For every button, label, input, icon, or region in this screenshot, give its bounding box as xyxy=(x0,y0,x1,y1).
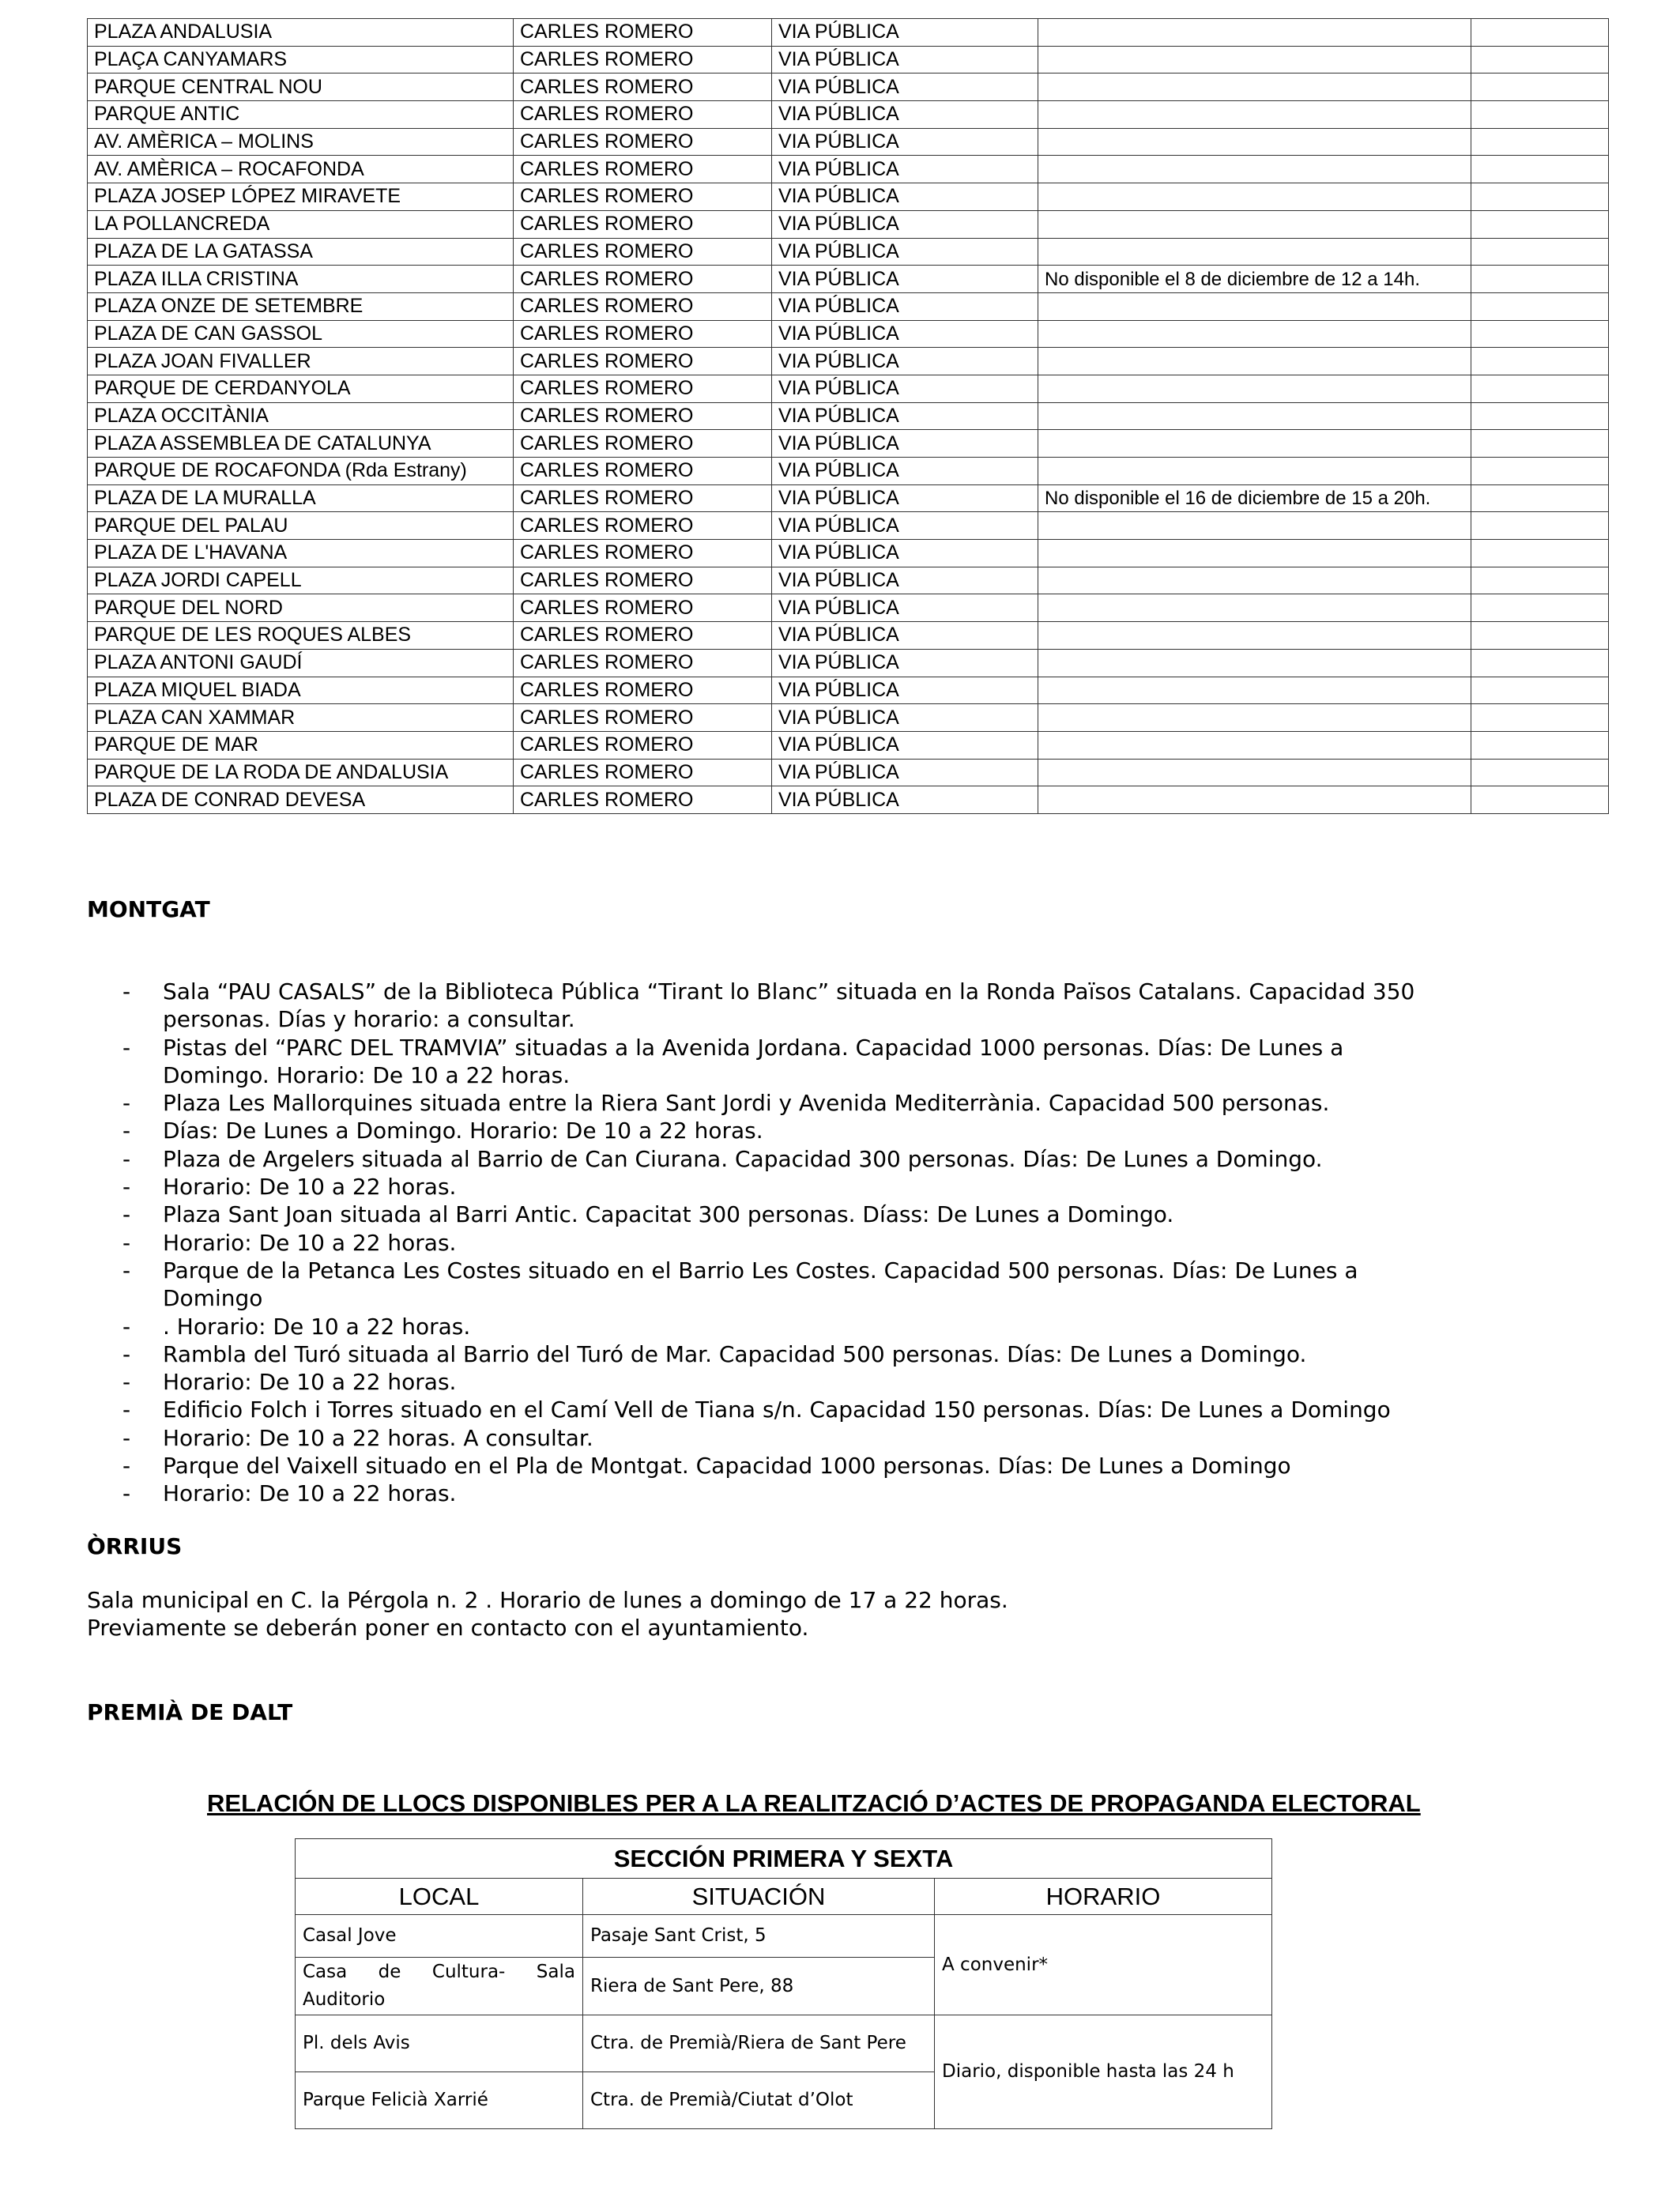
table-row xyxy=(88,266,1609,293)
list-item-line: Parque de la Petanca Les Costes situado en el Barrio Les Costes. Capacidad 500 personas. Días: De Lunes a xyxy=(163,1257,1358,1284)
table-row xyxy=(88,649,1609,677)
list-item xyxy=(122,1452,1537,1480)
type-cell: VIA PÚBLICA xyxy=(772,458,1038,485)
extra-cell xyxy=(1471,567,1609,594)
note-cell xyxy=(1038,594,1471,622)
list-item-line: Plaza Sant Joan situada al Barri Antic. Capacitat 300 personas. Díass: De Lunes a Domingo. xyxy=(163,1201,1174,1228)
venue-cell: PLAZA ILLA CRISTINA xyxy=(88,266,514,293)
list-item-line: Parque del Vaixell situado en el Pla de Montgat. Capacidad 1000 personas. Días: De Lunes a Domingo xyxy=(163,1453,1291,1480)
venue-cell: PARQUE DEL PALAU xyxy=(88,512,514,540)
bullet-dash: - xyxy=(122,1480,131,1507)
montgat-heading: MONTGAT xyxy=(87,896,210,922)
note-cell xyxy=(1038,101,1471,129)
venue-cell: PARQUE DE CERDANYOLA xyxy=(88,375,514,402)
bullet-dash: - xyxy=(122,1034,131,1061)
type-cell: VIA PÚBLICA xyxy=(772,74,1038,101)
organizer-cell: CARLES ROMERO xyxy=(514,458,772,485)
type-cell: VIA PÚBLICA xyxy=(772,128,1038,156)
extra-cell xyxy=(1471,128,1609,156)
extra-cell xyxy=(1471,594,1609,622)
table-row xyxy=(88,704,1609,732)
venue-cell: LA POLLANCREDA xyxy=(88,210,514,238)
bullet-dash: - xyxy=(122,1313,131,1340)
venue-cell: PARQUE DE MAR xyxy=(88,731,514,759)
list-item xyxy=(122,1368,1537,1396)
type-cell: VIA PÚBLICA xyxy=(772,156,1038,183)
note-cell xyxy=(1038,622,1471,650)
organizer-cell: CARLES ROMERO xyxy=(514,786,772,814)
table-row xyxy=(88,540,1609,567)
extra-cell xyxy=(1471,512,1609,540)
table-row xyxy=(88,292,1609,320)
extra-cell xyxy=(1471,210,1609,238)
table-row xyxy=(88,19,1609,47)
bullet-dash: - xyxy=(122,1174,131,1201)
local-cell: Parque Felicià Xarrié xyxy=(296,2072,583,2129)
situacion-cell: Pasaje Sant Crist, 5 xyxy=(583,1915,935,1958)
situacion-cell: Ctra. de Premià/Ciutat d’Olot xyxy=(583,2072,935,2129)
premia-venues-table xyxy=(295,1838,1272,2129)
orrius-heading: ÒRRIUS xyxy=(87,1533,183,1559)
local-cell: Pl. dels Avis xyxy=(296,2015,583,2072)
venues-table-body xyxy=(88,19,1609,814)
orrius-line: Previamente se deberán poner en contacto con el ayuntamiento. xyxy=(87,1615,809,1642)
type-cell: VIA PÚBLICA xyxy=(772,484,1038,512)
note-cell xyxy=(1038,540,1471,567)
list-item xyxy=(122,1340,1537,1368)
table-row xyxy=(88,430,1609,458)
organizer-cell: CARLES ROMERO xyxy=(514,540,772,567)
type-cell: VIA PÚBLICA xyxy=(772,731,1038,759)
list-item xyxy=(122,1145,1537,1173)
extra-cell xyxy=(1471,458,1609,485)
organizer-cell: CARLES ROMERO xyxy=(514,101,772,129)
organizer-cell: CARLES ROMERO xyxy=(514,46,772,74)
orrius-line: Sala municipal en C. la Pérgola n. 2 . Horario de lunes a domingo de 17 a 22 horas. xyxy=(87,1587,1008,1613)
venue-cell: PARQUE DE LA RODA DE ANDALUSIA xyxy=(88,759,514,786)
list-item xyxy=(122,1257,1537,1313)
note-cell xyxy=(1038,128,1471,156)
organizer-cell: CARLES ROMERO xyxy=(514,622,772,650)
type-cell: VIA PÚBLICA xyxy=(772,375,1038,402)
note-cell xyxy=(1038,786,1471,814)
bullet-dash: - xyxy=(122,1090,131,1117)
venue-cell: AV. AMÈRICA – ROCAFONDA xyxy=(88,156,514,183)
extra-cell xyxy=(1471,786,1609,814)
premia-heading: PREMIÀ DE DALT xyxy=(87,1699,293,1725)
table-row xyxy=(88,128,1609,156)
list-item-line: Horario: De 10 a 22 horas. xyxy=(163,1480,457,1507)
note-cell xyxy=(1038,375,1471,402)
organizer-cell: CARLES ROMERO xyxy=(514,567,772,594)
venue-cell: PARQUE DE LES ROQUES ALBES xyxy=(88,622,514,650)
note-cell xyxy=(1038,677,1471,704)
list-item xyxy=(122,1117,1537,1144)
organizer-cell: CARLES ROMERO xyxy=(514,238,772,266)
type-cell: VIA PÚBLICA xyxy=(772,786,1038,814)
horario-cell: A convenir* xyxy=(935,1915,1272,2015)
extra-cell xyxy=(1471,430,1609,458)
organizer-cell: CARLES ROMERO xyxy=(514,375,772,402)
table-row xyxy=(88,567,1609,594)
list-item xyxy=(122,1396,1537,1423)
venue-cell: PLAZA OCCITÀNIA xyxy=(88,402,514,430)
header-horario: HORARIO xyxy=(935,1879,1272,1915)
table-row xyxy=(88,759,1609,786)
venue-cell: PLAZA ONZE DE SETEMBRE xyxy=(88,292,514,320)
table-row xyxy=(88,458,1609,485)
note-cell xyxy=(1038,210,1471,238)
note-cell xyxy=(1038,320,1471,348)
organizer-cell: CARLES ROMERO xyxy=(514,320,772,348)
list-item xyxy=(122,1480,1537,1507)
note-cell xyxy=(1038,402,1471,430)
note-cell: No disponible el 16 de diciembre de 15 a 20h. xyxy=(1038,484,1471,512)
note-cell xyxy=(1038,759,1471,786)
type-cell: VIA PÚBLICA xyxy=(772,183,1038,211)
table-row xyxy=(88,183,1609,211)
organizer-cell: CARLES ROMERO xyxy=(514,210,772,238)
bullet-dash: - xyxy=(122,1340,131,1367)
bullet-dash: - xyxy=(122,978,131,1005)
extra-cell xyxy=(1471,704,1609,732)
bullet-dash: - xyxy=(122,1118,131,1144)
bullet-dash: - xyxy=(122,1397,131,1423)
header-row xyxy=(296,1879,1272,1915)
table-row xyxy=(88,375,1609,402)
note-cell xyxy=(1038,649,1471,677)
extra-cell xyxy=(1471,183,1609,211)
type-cell: VIA PÚBLICA xyxy=(772,210,1038,238)
extra-cell xyxy=(1471,622,1609,650)
note-cell xyxy=(1038,458,1471,485)
orrius-text xyxy=(87,1586,1588,1642)
bullet-dash: - xyxy=(122,1145,131,1172)
organizer-cell: CARLES ROMERO xyxy=(514,759,772,786)
header-situacion: SITUACIÓN xyxy=(583,1879,935,1915)
venue-cell: PLAZA MIQUEL BIADA xyxy=(88,677,514,704)
extra-cell xyxy=(1471,19,1609,47)
note-cell: No disponible el 8 de diciembre de 12 a 14h. xyxy=(1038,266,1471,293)
extra-cell xyxy=(1471,266,1609,293)
note-cell xyxy=(1038,430,1471,458)
table-row xyxy=(88,101,1609,129)
venue-cell: PLAZA DE LA GATASSA xyxy=(88,238,514,266)
bullet-dash: - xyxy=(122,1229,131,1256)
venue-cell: PLAZA JOSEP LÓPEZ MIRAVETE xyxy=(88,183,514,211)
type-cell: VIA PÚBLICA xyxy=(772,512,1038,540)
header-local: LOCAL xyxy=(296,1879,583,1915)
organizer-cell: CARLES ROMERO xyxy=(514,594,772,622)
table-row xyxy=(296,2015,1272,2072)
local-line: Casa de Cultura- Sala xyxy=(303,1962,575,1982)
type-cell: VIA PÚBLICA xyxy=(772,348,1038,375)
table-row xyxy=(88,677,1609,704)
venue-cell: PLAZA ANDALUSIA xyxy=(88,19,514,47)
note-cell xyxy=(1038,731,1471,759)
table-row xyxy=(88,210,1609,238)
list-item-line: Horario: De 10 a 22 horas. A consultar. xyxy=(163,1424,593,1451)
extra-cell xyxy=(1471,677,1609,704)
extra-cell xyxy=(1471,649,1609,677)
type-cell: VIA PÚBLICA xyxy=(772,46,1038,74)
table-row xyxy=(88,512,1609,540)
table-row xyxy=(88,320,1609,348)
list-item xyxy=(122,1201,1537,1228)
organizer-cell: CARLES ROMERO xyxy=(514,731,772,759)
list-item xyxy=(122,1229,1537,1257)
type-cell: VIA PÚBLICA xyxy=(772,540,1038,567)
organizer-cell: CARLES ROMERO xyxy=(514,74,772,101)
venue-cell: PARQUE ANTIC xyxy=(88,101,514,129)
local-line: Auditorio xyxy=(303,1989,386,2010)
organizer-cell: CARLES ROMERO xyxy=(514,677,772,704)
note-cell xyxy=(1038,512,1471,540)
list-item xyxy=(122,978,1537,1034)
list-item-line: Días: De Lunes a Domingo. Horario: De 10 a 22 horas. xyxy=(163,1118,763,1144)
type-cell: VIA PÚBLICA xyxy=(772,567,1038,594)
venue-cell: PLAZA ASSEMBLEA DE CATALUNYA xyxy=(88,430,514,458)
venue-cell: PARQUE DE ROCAFONDA (Rda Estrany) xyxy=(88,458,514,485)
venue-cell: PLAZA DE CONRAD DEVESA xyxy=(88,786,514,814)
note-cell xyxy=(1038,46,1471,74)
bullet-dash: - xyxy=(122,1201,131,1228)
note-cell xyxy=(1038,567,1471,594)
situacion-cell: Ctra. de Premià/Riera de Sant Pere xyxy=(583,2015,935,2072)
organizer-cell: CARLES ROMERO xyxy=(514,19,772,47)
type-cell: VIA PÚBLICA xyxy=(772,292,1038,320)
extra-cell xyxy=(1471,292,1609,320)
local-cell: Casal Jove xyxy=(296,1915,583,1958)
table-row xyxy=(296,1915,1272,1958)
situacion-cell: Riera de Sant Pere, 88 xyxy=(583,1958,935,2015)
organizer-cell: CARLES ROMERO xyxy=(514,266,772,293)
montgat-list xyxy=(122,978,1537,1508)
venue-cell: PLAZA JORDI CAPELL xyxy=(88,567,514,594)
type-cell: VIA PÚBLICA xyxy=(772,402,1038,430)
organizer-cell: CARLES ROMERO xyxy=(514,512,772,540)
table-row xyxy=(88,484,1609,512)
organizer-cell: CARLES ROMERO xyxy=(514,704,772,732)
note-cell xyxy=(1038,183,1471,211)
note-cell xyxy=(1038,156,1471,183)
type-cell: VIA PÚBLICA xyxy=(772,320,1038,348)
table-row xyxy=(88,46,1609,74)
list-item xyxy=(122,1313,1537,1340)
extra-cell xyxy=(1471,320,1609,348)
note-cell xyxy=(1038,292,1471,320)
type-cell: VIA PÚBLICA xyxy=(772,266,1038,293)
type-cell: VIA PÚBLICA xyxy=(772,704,1038,732)
extra-cell xyxy=(1471,348,1609,375)
table-row xyxy=(88,731,1609,759)
list-item-line: Plaza de Argelers situada al Barrio de Can Ciurana. Capacidad 300 personas. Días: De Lunes a Domingo. xyxy=(163,1145,1323,1172)
list-item xyxy=(122,1034,1537,1090)
venue-cell: PARQUE DEL NORD xyxy=(88,594,514,622)
bullet-dash: - xyxy=(122,1453,131,1480)
section-title: SECCIÓN PRIMERA Y SEXTA xyxy=(296,1839,1272,1879)
list-item-line: . Horario: De 10 a 22 horas. xyxy=(163,1313,471,1340)
extra-cell xyxy=(1471,402,1609,430)
venue-cell: PLAZA ANTONI GAUDÍ xyxy=(88,649,514,677)
extra-cell xyxy=(1471,375,1609,402)
venue-cell: PLAÇA CANYAMARS xyxy=(88,46,514,74)
bullet-dash: - xyxy=(122,1424,131,1451)
table-row xyxy=(88,156,1609,183)
type-cell: VIA PÚBLICA xyxy=(772,430,1038,458)
type-cell: VIA PÚBLICA xyxy=(772,238,1038,266)
list-item-line: Domingo. Horario: De 10 a 22 horas. xyxy=(163,1061,571,1088)
table-row xyxy=(88,348,1609,375)
table-row xyxy=(88,594,1609,622)
venue-cell: PLAZA DE L'HAVANA xyxy=(88,540,514,567)
list-item-line: Plaza Les Mallorquines situada entre la Riera Sant Jordi y Avenida Mediterrània. Capacidad 500 personas. xyxy=(163,1090,1330,1117)
type-cell: VIA PÚBLICA xyxy=(772,19,1038,47)
type-cell: VIA PÚBLICA xyxy=(772,594,1038,622)
table-row xyxy=(88,238,1609,266)
list-item-line: Horario: De 10 a 22 horas. xyxy=(163,1174,457,1201)
bullet-dash: - xyxy=(122,1257,131,1284)
venues-table xyxy=(87,18,1609,814)
venue-cell: PLAZA DE LA MURALLA xyxy=(88,484,514,512)
extra-cell xyxy=(1471,46,1609,74)
section-row xyxy=(296,1839,1272,1879)
table-row xyxy=(88,74,1609,101)
organizer-cell: CARLES ROMERO xyxy=(514,183,772,211)
table-row xyxy=(88,622,1609,650)
list-item xyxy=(122,1424,1537,1452)
note-cell xyxy=(1038,74,1471,101)
extra-cell xyxy=(1471,540,1609,567)
organizer-cell: CARLES ROMERO xyxy=(514,484,772,512)
extra-cell xyxy=(1471,759,1609,786)
list-item-line: personas. Días y horario: a consultar. xyxy=(163,1006,575,1033)
table-row xyxy=(88,402,1609,430)
list-item-line: Horario: De 10 a 22 horas. xyxy=(163,1229,457,1256)
organizer-cell: CARLES ROMERO xyxy=(514,156,772,183)
bullet-dash: - xyxy=(122,1369,131,1396)
extra-cell xyxy=(1471,238,1609,266)
list-item xyxy=(122,1089,1537,1117)
list-item-line: Rambla del Turó situada al Barrio del Turó de Mar. Capacidad 500 personas. Días: De Lunes a Domingo. xyxy=(163,1340,1307,1367)
list-item-line: Pistas del “PARC DEL TRAMVIA” situadas a la Avenida Jordana. Capacidad 1000 personas. Días: De Lunes a xyxy=(163,1034,1344,1061)
type-cell: VIA PÚBLICA xyxy=(772,677,1038,704)
note-cell xyxy=(1038,348,1471,375)
list-item-line: Edificio Folch i Torres situado en el Camí Vell de Tiana s/n. Capacidad 150 personas. Días: De Lunes a Domingo xyxy=(163,1397,1391,1423)
local-cell xyxy=(296,1958,583,2015)
venue-cell: PLAZA CAN XAMMAR xyxy=(88,704,514,732)
type-cell: VIA PÚBLICA xyxy=(772,101,1038,129)
horario-cell: Diario, disponible hasta las 24 h xyxy=(935,2015,1272,2129)
type-cell: VIA PÚBLICA xyxy=(772,759,1038,786)
list-item-line: Horario: De 10 a 22 horas. xyxy=(163,1369,457,1396)
organizer-cell: CARLES ROMERO xyxy=(514,649,772,677)
premia-table-title: RELACIÓN DE LLOCS DISPONIBLES PER A LA REALITZACIÓ D’ACTES DE PROPAGANDA ELECTORAL xyxy=(207,1789,1421,1817)
organizer-cell: CARLES ROMERO xyxy=(514,402,772,430)
organizer-cell: CARLES ROMERO xyxy=(514,348,772,375)
list-item-line: Domingo xyxy=(163,1285,263,1312)
extra-cell xyxy=(1471,731,1609,759)
list-item xyxy=(122,1173,1537,1201)
organizer-cell: CARLES ROMERO xyxy=(514,430,772,458)
note-cell xyxy=(1038,19,1471,47)
note-cell xyxy=(1038,704,1471,732)
note-cell xyxy=(1038,238,1471,266)
list-item-line: Sala “PAU CASALS” de la Biblioteca Pública “Tirant lo Blanc” situada en la Ronda Països Catalans. Capacidad 350 xyxy=(163,978,1415,1005)
venue-cell: PARQUE CENTRAL NOU xyxy=(88,74,514,101)
organizer-cell: CARLES ROMERO xyxy=(514,292,772,320)
extra-cell xyxy=(1471,74,1609,101)
type-cell: VIA PÚBLICA xyxy=(772,649,1038,677)
venue-cell: PLAZA JOAN FIVALLER xyxy=(88,348,514,375)
venue-cell: AV. AMÈRICA – MOLINS xyxy=(88,128,514,156)
extra-cell xyxy=(1471,484,1609,512)
extra-cell xyxy=(1471,101,1609,129)
table-row xyxy=(88,786,1609,814)
venue-cell: PLAZA DE CAN GASSOL xyxy=(88,320,514,348)
extra-cell xyxy=(1471,156,1609,183)
type-cell: VIA PÚBLICA xyxy=(772,622,1038,650)
organizer-cell: CARLES ROMERO xyxy=(514,128,772,156)
